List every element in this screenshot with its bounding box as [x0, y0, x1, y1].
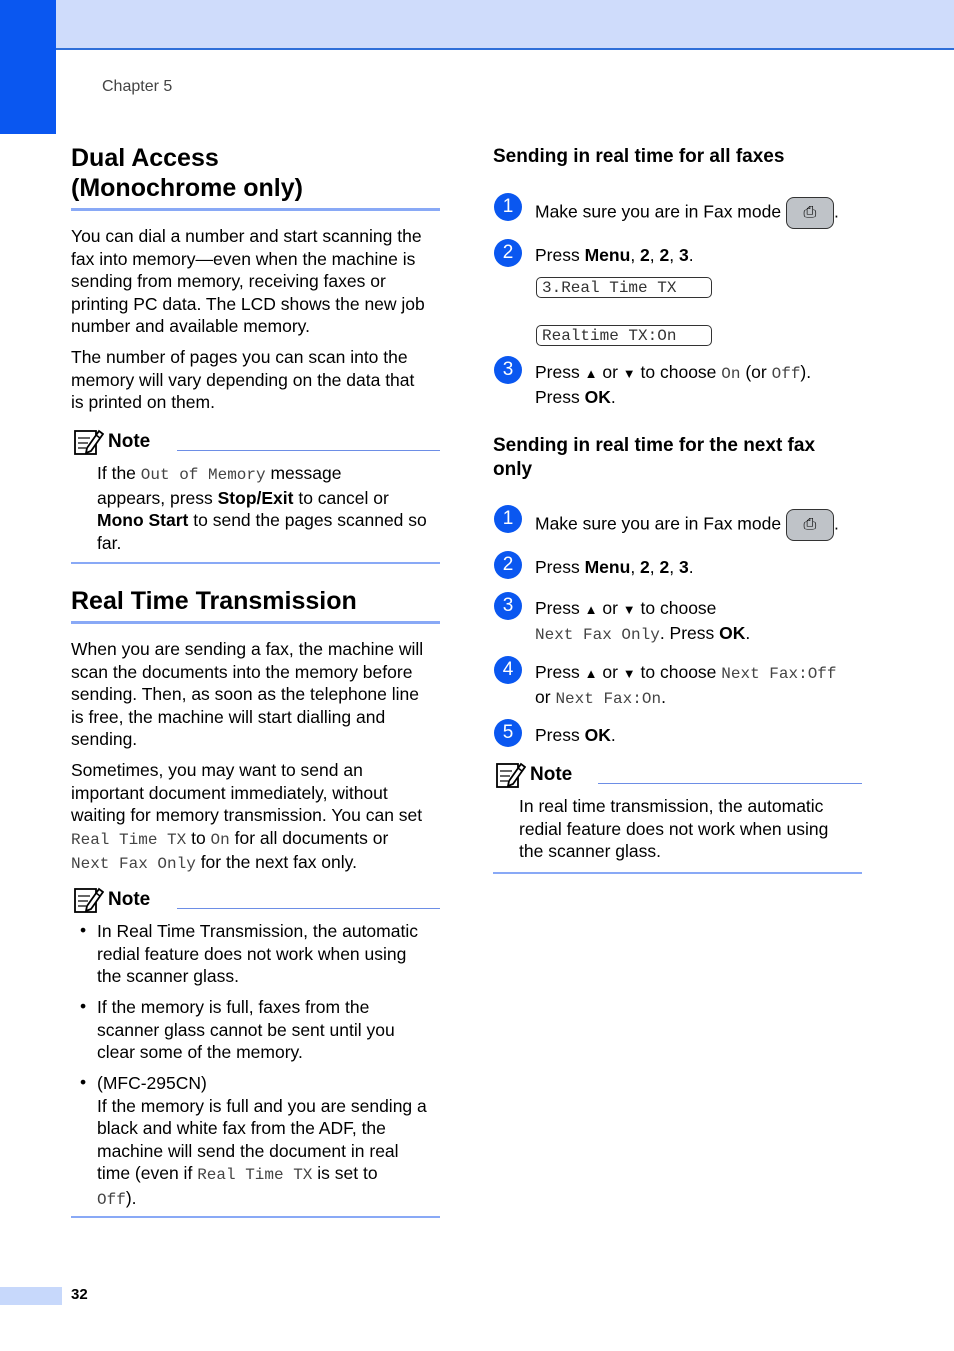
note-divider	[177, 450, 440, 451]
dual-access-title-line1: Dual Access	[71, 144, 219, 172]
step-text: Press ▲ or ▼ to choose Next Fax:Off or Next Fax:On.	[535, 662, 837, 708]
real-time-title: Real Time Transmission	[71, 587, 357, 615]
up-arrow-icon: ▲	[584, 602, 598, 617]
step-text: Make sure you are in Fax mode ⎙ .	[535, 509, 839, 541]
step-text: Make sure you are in Fax mode ⎙ .	[535, 197, 839, 229]
note-label: Note	[530, 764, 573, 785]
note-text: If the Out of Memory message appears, press Stop/Exit to cancel or Mono Start to send the pages scanned so far.	[97, 463, 427, 553]
note-divider	[598, 783, 862, 784]
dual-access-paragraph-1: You can dial a number and start scanning the fax into memory—even when the machine is sending from memory, receiving faxes or printing PC data. The LCD shows the new job number and available memory.	[71, 226, 425, 336]
lcd-display: Realtime TX:On	[536, 325, 712, 346]
pencil-note-icon	[74, 428, 104, 456]
note-heading	[74, 886, 150, 914]
bullet: •	[80, 920, 87, 940]
note-end-rule	[493, 872, 862, 874]
title-rule	[71, 621, 440, 624]
lcd-display: 3.Real Time TX	[536, 277, 712, 298]
note-bullet-3: (MFC-295CN) If the memory is full and you are sending a black and white fax from the ADF, the machine will send the document in real time (even if Real Time TX is set to Off).	[97, 1073, 427, 1209]
up-arrow-icon: ▲	[584, 366, 598, 381]
pencil-note-icon	[74, 886, 104, 914]
step-number: 5	[494, 719, 522, 747]
chapter-tab-marker	[0, 0, 56, 134]
note-heading	[74, 428, 150, 456]
step-number: 1	[494, 505, 522, 533]
bullet: •	[80, 996, 87, 1016]
down-arrow-icon: ▼	[622, 666, 636, 681]
down-arrow-icon: ▼	[622, 602, 636, 617]
dual-access-title-line2: (Monochrome only)	[71, 174, 303, 202]
all-faxes-title: Sending in real time for all faxes	[493, 146, 785, 167]
title-rule	[71, 208, 440, 211]
step-number: 3	[494, 592, 522, 620]
fax-icon: ⎙	[786, 197, 834, 229]
real-time-paragraph-2: Sometimes, you may want to send an important document immediately, without waiting for memory transmission. You can set Real Time TX to On for all documents or Next Fax Only for the next fax only.	[71, 760, 423, 873]
step-text: Press Menu, 2, 2, 3.	[535, 557, 694, 577]
step-number: 2	[494, 239, 522, 267]
header-band	[56, 0, 954, 50]
note-label: Note	[108, 431, 151, 452]
down-arrow-icon: ▼	[622, 366, 636, 381]
pencil-note-icon	[496, 761, 526, 789]
note-divider	[177, 908, 440, 909]
step-number: 1	[494, 193, 522, 221]
real-time-paragraph-1: When you are sending a fax, the machine will scan the documents into the memory before sending. Then, as soon as the telephone line is free, the machine will start dialling and sending.	[71, 639, 424, 749]
up-arrow-icon: ▲	[584, 666, 598, 681]
note-heading	[496, 761, 572, 789]
note-label: Note	[108, 889, 151, 910]
step-text: Press ▲ or ▼ to choose On (or Off). Press OK.	[535, 362, 812, 407]
note-end-rule	[71, 1216, 440, 1218]
dual-access-title	[71, 143, 303, 203]
step-number: 2	[494, 551, 522, 579]
step-number: 4	[494, 656, 522, 684]
page-number: 32	[71, 1286, 88, 1303]
chapter-label: Chapter 5	[102, 78, 173, 95]
note-end-rule	[71, 562, 440, 564]
note-bullet-1: In Real Time Transmission, the automatic redial feature does not work when using the scanner glass.	[97, 921, 418, 986]
note-bullet-2: If the memory is full, faxes from the scanner glass cannot be sent until you clear some of the memory.	[97, 997, 395, 1062]
footer-band	[0, 1287, 62, 1305]
dual-access-paragraph-2: The number of pages you can scan into the memory will vary depending on the data that is printed on them.	[71, 347, 415, 412]
step-text: Press Menu, 2, 2, 3.	[535, 245, 694, 265]
step-text: Press OK.	[535, 725, 616, 745]
step-text: Press ▲ or ▼ to choose Next Fax Only. Press OK.	[535, 598, 751, 644]
next-fax-title: Sending in real time for the next fax only	[493, 435, 816, 480]
bullet: •	[80, 1072, 87, 1092]
fax-icon: ⎙	[786, 509, 834, 541]
step-number: 3	[494, 356, 522, 384]
note-text: In real time transmission, the automatic redial feature does not work when using the scanner glass.	[519, 796, 829, 861]
